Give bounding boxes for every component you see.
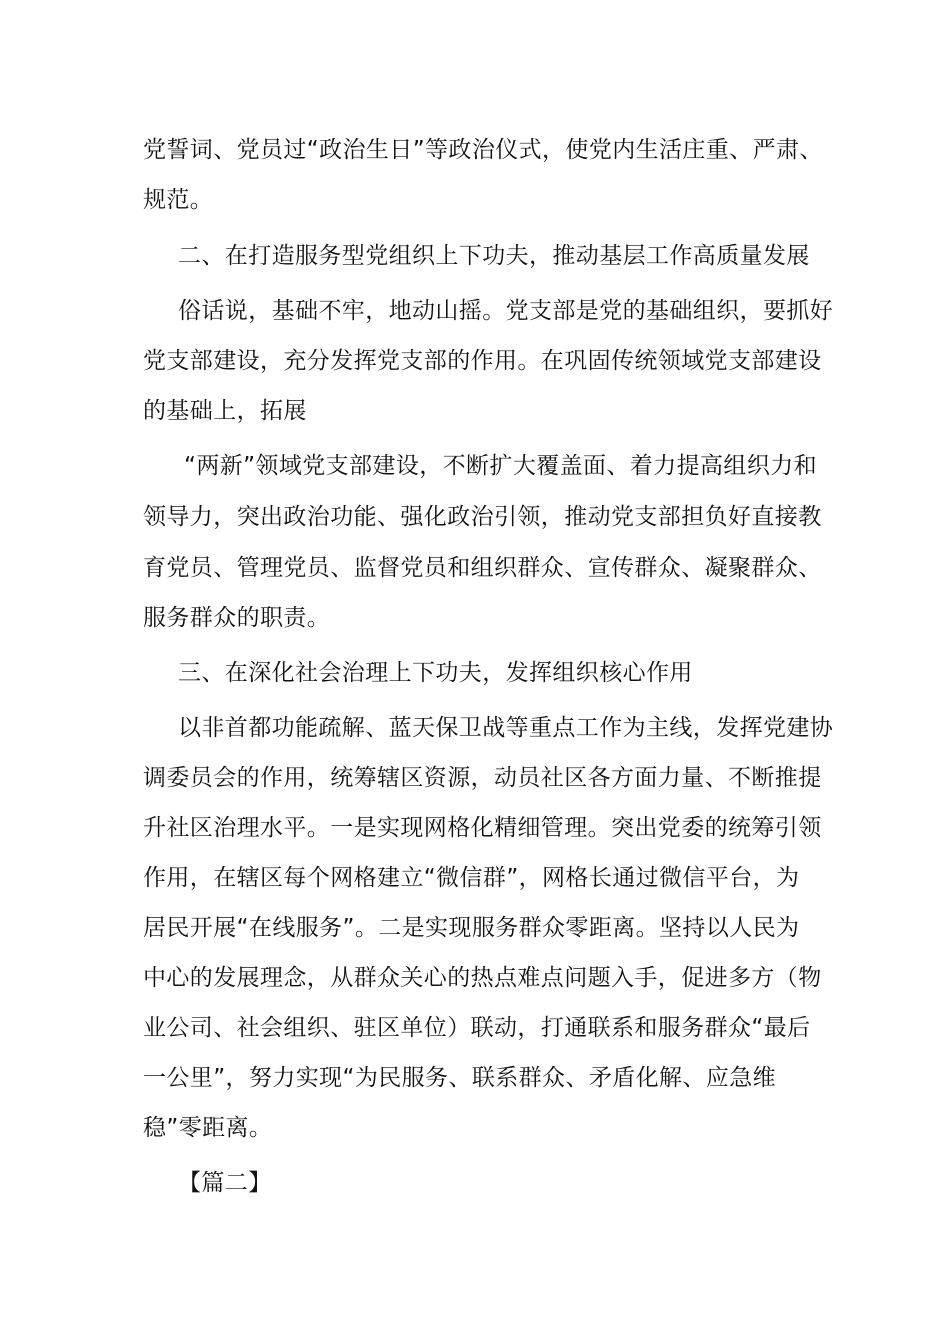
body-text-line: 党誓词、党员过“政治生日”等政治仪式，使党内生活庄重、严肃、 — [143, 137, 823, 163]
body-text-line: 业公司、社会组织、驻区单位）联动，打通联系和服务群众“最后 — [143, 1015, 811, 1041]
body-text-line: 居民开展“在线服务”。二是实现服务群众零距离。坚持以人民为 — [143, 915, 800, 941]
body-text-line: 的基础上，拓展 — [143, 398, 307, 424]
body-text-line: 一公里”，努力实现“为民服务、联系群众、矛盾化解、应急维 — [143, 1065, 777, 1091]
body-text-line: 稳”零距离。 — [143, 1115, 273, 1141]
article-marker: 【篇二】 — [178, 1170, 272, 1196]
body-text-line: 以非首都功能疏解、蓝天保卫战等重点工作为主线，发挥党建协 — [178, 715, 834, 741]
body-text-line: 升社区治理水平。一是实现网格化精细管理。突出党委的统筹引领 — [143, 815, 822, 841]
body-text-line: 党支部建设，充分发挥党支部的作用。在巩固传统领域党支部建设 — [143, 348, 822, 374]
body-text-line: 育党员、管理党员、监督党员和组织群众、宣传群众、凝聚群众、 — [143, 555, 822, 581]
body-text-line: 作用，在辖区每个网格建立“微信群”，网格长通过微信平台，为 — [143, 865, 800, 891]
body-text-line: 俗话说，基础不牢，地动山摇。党支部是党的基础组织，要抓好 — [178, 298, 834, 324]
body-text-line: 中心的发展理念，从群众关心的热点难点问题入手，促进多方（物 — [143, 965, 822, 991]
section-heading-2: 二、在打造服务型党组织上下功夫，推动基层工作高质量发展 — [178, 243, 810, 269]
body-text-line: 规范。 — [143, 187, 214, 213]
body-text-line: 调委员会的作用，统筹辖区资源，动员社区各方面力量、不断推提 — [143, 765, 822, 791]
section-heading-3: 三、在深化社会治理上下功夫，发挥组织核心作用 — [178, 660, 693, 686]
body-text-line: “两新”领域党支部建设，不断扩大覆盖面、着力提高组织力和 — [184, 453, 818, 479]
body-text-line: 服务群众的职责。 — [143, 605, 331, 631]
body-text-line: 领导力，突出政治功能、强化政治引领，推动党支部担负好直接教 — [143, 504, 822, 530]
